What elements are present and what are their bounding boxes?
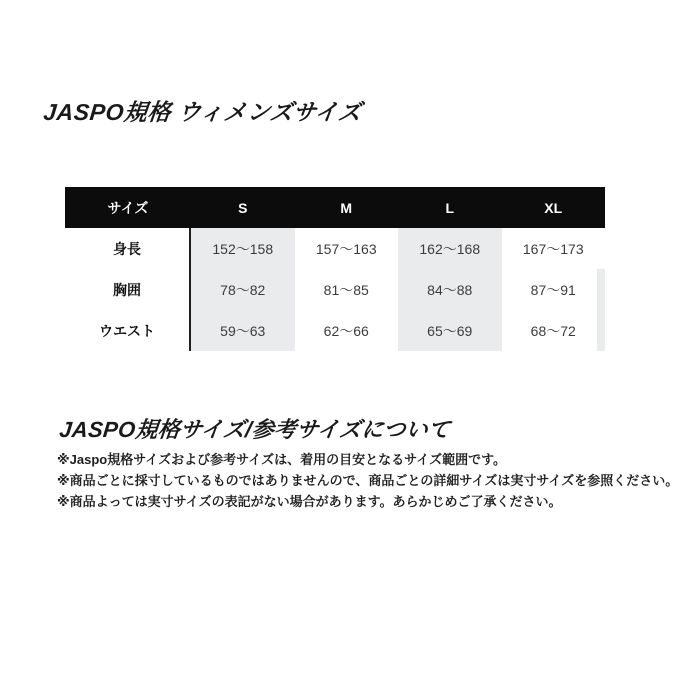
value-cell: 84〜88 xyxy=(398,269,502,310)
footnote-line: ※商品よっては実寸サイズの表記がない場合があります。あらかじめご了承ください。 xyxy=(57,494,562,509)
table-row-waist xyxy=(65,310,605,351)
size-table xyxy=(65,187,605,351)
page-title: JASPO規格 ウィメンズサイズ xyxy=(42,99,363,125)
value-cell: 162〜168 xyxy=(398,228,502,269)
header-cell-xl: XL xyxy=(544,199,563,216)
value-cell: 59〜63 xyxy=(191,310,295,351)
header-cell-s: S xyxy=(238,199,248,216)
table-right-edge-strip xyxy=(597,269,605,351)
header-cell-size-label: サイズ xyxy=(107,199,149,216)
value-cell: 81〜85 xyxy=(323,281,369,298)
footnotes xyxy=(57,452,679,516)
value-cell: 152〜158 xyxy=(191,228,295,269)
row-label-cell: 身長 xyxy=(65,228,191,269)
row-label-cell: 胸囲 xyxy=(65,269,191,310)
value-cell: 68〜72 xyxy=(530,322,576,339)
row-label-cell: ウエスト xyxy=(65,310,191,351)
value-cell: 62〜66 xyxy=(323,322,369,339)
footnote-line: ※Jaspo規格サイズおよび参考サイズは、着用の目安となるサイズ範囲です。 xyxy=(57,452,507,467)
size-table-body xyxy=(65,228,605,351)
value-cell: 87〜91 xyxy=(530,281,576,298)
table-row-height xyxy=(65,228,605,269)
size-table-header-row xyxy=(65,187,605,228)
value-cell: 157〜163 xyxy=(315,240,377,257)
table-row-chest xyxy=(65,269,605,310)
footnote-line: ※商品ごとに採寸しているものではありませんので、商品ごとの詳細サイズは実寸サイズを参照ください。 xyxy=(57,473,679,488)
section-title: JASPO規格サイズ/参考サイズについて xyxy=(58,417,452,442)
value-cell: 65〜69 xyxy=(398,310,502,351)
header-cell-m: M xyxy=(340,199,353,216)
value-cell: 78〜82 xyxy=(191,269,295,310)
value-cell: 167〜173 xyxy=(522,240,584,257)
header-cell-l: L xyxy=(445,199,455,216)
